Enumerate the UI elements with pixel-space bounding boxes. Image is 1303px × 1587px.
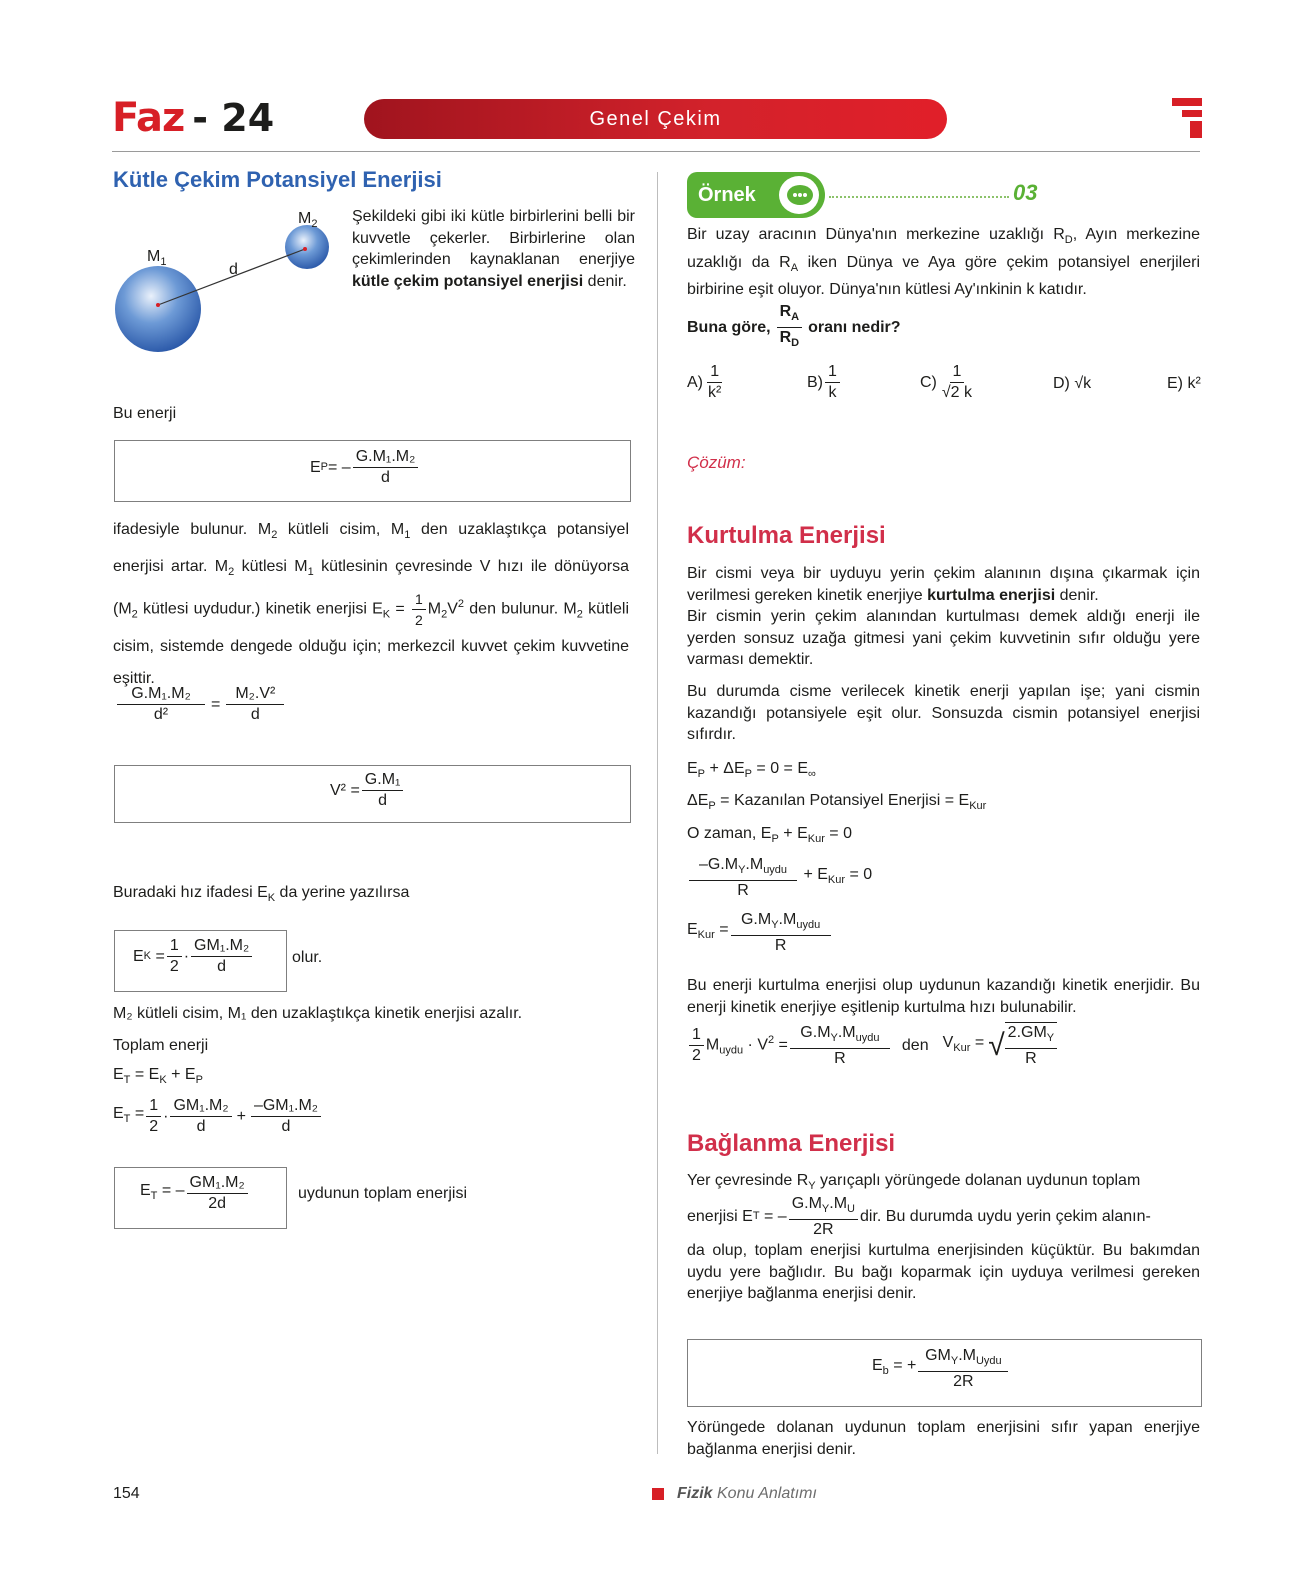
escape-paragraph-1: Bir cismi veya bir uyduyu yerin çekim alanının dışına çıkarmak için verilmesi gereken kinetik enerjiye kurtulma enerjisi denir. [687, 565, 1200, 604]
et-sum-line: $E_T = E_K + E_P$ [113, 1066, 203, 1087]
force-balance-equation: $\frac{\text{G.M₁.M₂}}{\text{d²}}$ = $\frac{\text{M₂.V²}}{d}$ [115, 684, 286, 725]
option-a[interactable]: A) $\frac{1}{\text{k²}}$ [687, 363, 722, 401]
example-dotted-line [829, 196, 1009, 198]
v2-formula: V² = $\frac{\text{G.M₁}}{d}$ [330, 770, 405, 811]
footer-square-icon [652, 1488, 664, 1500]
footer-subject: Fizik Konu Anlatımı [677, 1485, 817, 1502]
energy-equation-2: $\Delta E_P$ = Kazanılan Potansiyel Enerjisi = $E_{Kur}$ [687, 792, 987, 813]
ep-formula: E P = – $\frac{\text{G.M₁.M₂}}{d}$ [310, 447, 420, 488]
et-expanded-formula: $E_T$ = $\frac{1}{2}$ · $\frac{\text{GM₁.M₂}}{d}$ + $\frac{\text{–GM₁.M₂}}{d}$ [113, 1096, 323, 1137]
escape-velocity-formula: $\frac{1}{2}$ $M_{uydu} \cdot V^2$ = $\frac{G.M_Y.M_{uydu}}{R}$ den $V_{Kur}$ = √ $\frac{2.GM_Y}{R}$ [687, 1022, 1059, 1069]
faz-logo [112, 95, 275, 141]
bu-enerji: Bu enerji [113, 405, 177, 422]
column-divider [657, 172, 658, 1454]
energy-equation-3: O zaman, $E_P + E_{Kur} = 0$ [687, 825, 852, 846]
header-rule [112, 151, 1200, 152]
et-total-formula: $E_T$ = – $\frac{\text{GM₁.M₂}}{2d}$ [140, 1173, 250, 1214]
energy-equation-1: $E_P + \Delta E_P = 0 = E_\infty$ [687, 760, 816, 781]
logo-brand: Faz [112, 95, 185, 141]
paragraph-kinetic: ifadesiyle bulunur. $M_2$ kütleli cisim, $M_1$ den uzaklaştıkça potansiyel enerjisi artar. $M_2$ kütlesi $M_1$ kütlesinin çevresinde V hızı ile dönüyorsa ($M_2$ kütlesi uydudur.) kinetik enerjisi $E_K$ = $\frac{1}{2}$ $M_2V^2$ den bulunur. $M_2$ kütleli cisim, sistemde dengede olduğu için; merkezcil kuvvet çekim kuvvetine eşittir. [113, 521, 630, 687]
ek-intro: Buradaki hız ifadesi $E_K$ da yerine yazılırsa [113, 884, 410, 905]
olur-text: olur. [292, 949, 323, 966]
section-title-potential: Kütle Çekim Potansiyel Enerjisi [113, 167, 442, 192]
chat-bubble-icon [779, 176, 819, 214]
energy-equation-4: $\frac{-G.M_Y.M_{uydu}}{R}$ + $E_{Kur} = 0$ [687, 855, 872, 901]
ek-formula: E K = $\frac{1}{2}$ · $\frac{\text{GM₁.M₂}}{d}$ [133, 936, 254, 977]
eb-formula: $E_b$ = + $\frac{GM_Y.M_{Uydu}}{2R}$ [872, 1346, 1010, 1392]
m2-label: $M_2$ [298, 210, 318, 231]
section-title-escape: Kurtulma Enerjisi [687, 522, 886, 549]
example-number: 03 [1013, 180, 1038, 205]
binding-paragraph-2: da olup, toplam enerjisi kurtulma enerjisinden küçüktür. Bu bakımdan uydu yere bağlıdır. Bu bağı koparmak için uyduya verilmesi gereken enerjiye bağlanma enerjisi denir. [687, 1242, 1200, 1302]
ekur-formula: $E_{Kur}$ = $\frac{G.M_Y.M_{uydu}}{R}$ [687, 910, 833, 956]
binding-line-1: Yer çevresinde $R_Y$ yarıçaplı yörüngede dolanan uydunun toplam [687, 1172, 1141, 1193]
question-prompt: Buna göre, $\frac{R_A}{R_D}$ oranı nedir? [687, 303, 901, 350]
intro-paragraph: Şekildeki gibi iki kütle birbirlerini belli bir kuvvetle çekerler. Birbirlerine olan çekimlerinden kaynaklanan enerjiye kütle çekim potansiyel enerjisi denir. [352, 208, 635, 290]
m2-kinetic-line: M₂ kütleli cisim, M₁ den uzaklaştıkça kinetik enerjisi azalır. [113, 1005, 523, 1022]
option-d[interactable]: D) √k [1053, 375, 1092, 392]
escape-paragraph-3: Bu durumda cisme verilecek kinetik enerji yapılan işe; yani cismin kazandığı potansiyele eşit olur. Sonsuzda cismin potansiyel enerjisi sıfırdır. [687, 683, 1200, 743]
mass-one-sphere [115, 266, 201, 352]
corner-logo-icon [1172, 98, 1202, 138]
et-total-label: uydunun toplam enerjisi [298, 1185, 467, 1202]
d-label: d [229, 261, 238, 278]
binding-line-2: enerjisi E T = – $\frac{G.M_Y.M_U}{2R}$ dir. Bu durumda uydu yerin çekim alanın- [687, 1195, 1151, 1239]
solution-label: Çözüm: [687, 453, 746, 472]
section-title-binding: Bağlanma Enerjisi [687, 1130, 896, 1157]
escape-paragraph-2: Bir cismin yerin çekim alanından kurtulması demek aldığı enerji ile yerden sonsuz uzağa gitmesi yani çekim kuvvetinin sıfır olduğu yere varması demektir. [687, 608, 1200, 668]
sqrt-icon: √ [988, 1028, 1005, 1062]
chapter-banner: Genel Çekim [364, 99, 947, 139]
option-c[interactable]: C) $\frac{1}{√2 k}$ [920, 363, 973, 401]
toplam-enerji: Toplam enerji [113, 1037, 209, 1054]
binding-paragraph-3: Yörüngede dolanan uydunun toplam enerjisini sıfır yapan enerjiye bağlanma enerjisi denir. [687, 1419, 1200, 1458]
escape-paragraph-4: Bu enerji kurtulma enerjisi olup uydunun kazandığı kinetik enerjidir. Bu enerji kinetik enerjiye eşitlenip kurtulma hızı bulunabilir. [687, 977, 1200, 1016]
option-e[interactable]: E) k² [1167, 375, 1201, 392]
question-text: Bir uzay aracının Dünya'nın merkezine uzaklığı $R_D$, Ayın merkezine uzaklığı da $R_A$ iken Dünya ve Aya göre çekim potansiyel enerjileri birbirine eşit oluyor. Dünya'nın kütlesi Ay'ınkinin k katıdır. [687, 226, 1200, 299]
page-number: 154 [113, 1485, 140, 1502]
example-label: Örnek [698, 184, 756, 206]
option-b[interactable]: B) $\frac{1}{k}$ [807, 362, 842, 403]
logo-number: - 24 [192, 96, 275, 140]
m1-label: $M_1$ [147, 248, 167, 269]
